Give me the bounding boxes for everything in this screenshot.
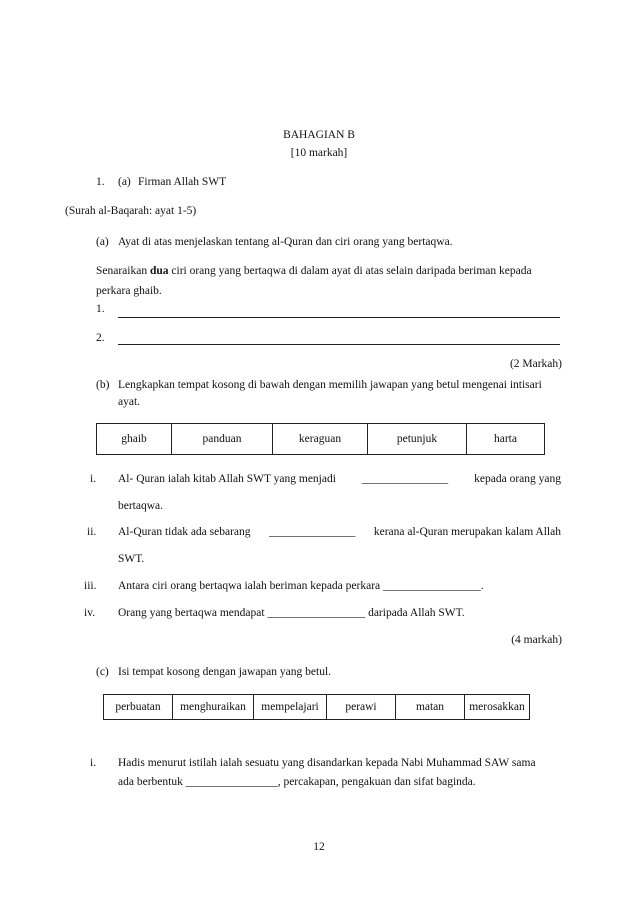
fill-in-item[interactable]: Antara ciri orang bertaqwa ialah beriman kepada perkara _________________.	[118, 580, 484, 592]
answer-blank-1[interactable]	[118, 317, 560, 318]
instruction-text-rest: ciri orang yang bertaqwa di dalam ayat di atas selain daripada beriman kepada	[168, 265, 532, 277]
part-a-marks: (2 Markah)	[509, 358, 562, 370]
option-cell: keraguan	[273, 424, 368, 455]
item-blank[interactable]: _______________	[269, 526, 356, 538]
fill-in-item	[118, 757, 561, 769]
part-b-label: (b)	[96, 379, 110, 391]
item-number: ii.	[87, 526, 97, 538]
part-b-instruction-line2: ayat.	[118, 396, 141, 408]
option-cell: harta	[467, 424, 545, 455]
answer-blank-2-number: 2.	[96, 332, 105, 344]
fill-in-item	[118, 473, 561, 485]
part-a-instruction	[96, 265, 532, 277]
option-cell: petunjuk	[368, 424, 467, 455]
part-b-instruction	[118, 379, 561, 391]
page-number: 12	[313, 841, 325, 853]
section-marks: [10 markah]	[290, 147, 348, 159]
option-cell: mempelajari	[254, 695, 327, 720]
answer-blank-1-number: 1.	[96, 303, 105, 315]
item-text: kepada orang yang	[474, 473, 561, 485]
item-text: Al- Quran ialah kitab Allah SWT yang menjadi	[118, 473, 336, 485]
section-title: BAHAGIAN B	[283, 129, 355, 141]
item-text: Hadis menurut istilah ialah sesuatu yang disandarkan kepada Nabi Muhammad SAW sama	[118, 757, 536, 769]
question-number: 1.	[96, 176, 105, 188]
fill-in-item	[118, 526, 561, 538]
option-cell: panduan	[172, 424, 273, 455]
item-number: i.	[90, 757, 97, 769]
fill-in-item[interactable]: Orang yang bertaqwa mendapat _________________ daripada Allah SWT.	[118, 607, 465, 619]
part-c-label: (c)	[96, 666, 109, 678]
part-a-instruction-line2: perkara ghaib.	[96, 285, 162, 297]
item-text-line2: bertaqwa.	[118, 500, 164, 512]
surah-reference: (Surah al-Baqarah: ayat 1-5)	[65, 205, 197, 217]
part-b-marks: (4 markah)	[511, 634, 562, 646]
part-b-instruction-text: Lengkapkan tempat kosong di bawah dengan memilih jawapan yang betul mengenai intisari	[118, 379, 542, 391]
item-number: iii.	[84, 580, 97, 592]
item-text-line2: SWT.	[118, 553, 145, 565]
item-number: i.	[90, 473, 97, 485]
part-b-options-table	[96, 423, 545, 455]
option-cell: matan	[396, 695, 465, 720]
item-text: kerana al-Quran merupakan kalam Allah	[373, 526, 561, 538]
instruction-bold: dua	[149, 265, 169, 277]
part-a-statement: Ayat di atas menjelaskan tentang al-Quran dan ciri orang yang bertaqwa.	[118, 236, 453, 248]
option-cell: perawi	[327, 695, 396, 720]
firman-title: Firman Allah SWT	[138, 176, 227, 188]
item-text-line2[interactable]: ada berbentuk ________________, percakapan, pengakuan dan sifat baginda.	[118, 776, 476, 788]
option-cell: merosakkan	[465, 695, 530, 720]
answer-blank-2[interactable]	[118, 344, 560, 345]
item-number: iv.	[84, 607, 96, 619]
part-a-statement-label: (a)	[96, 236, 109, 248]
part-a-label: (a)	[118, 176, 131, 188]
option-cell: menghuraikan	[173, 695, 254, 720]
item-text: Al-Quran tidak ada sebarang	[118, 526, 251, 538]
instruction-text: Senaraikan	[96, 265, 150, 277]
option-cell: ghaib	[97, 424, 172, 455]
part-c-instruction: Isi tempat kosong dengan jawapan yang betul.	[118, 666, 332, 678]
option-cell: perbuatan	[104, 695, 173, 720]
item-blank[interactable]: _______________	[361, 473, 449, 485]
part-c-options-table	[103, 694, 530, 720]
